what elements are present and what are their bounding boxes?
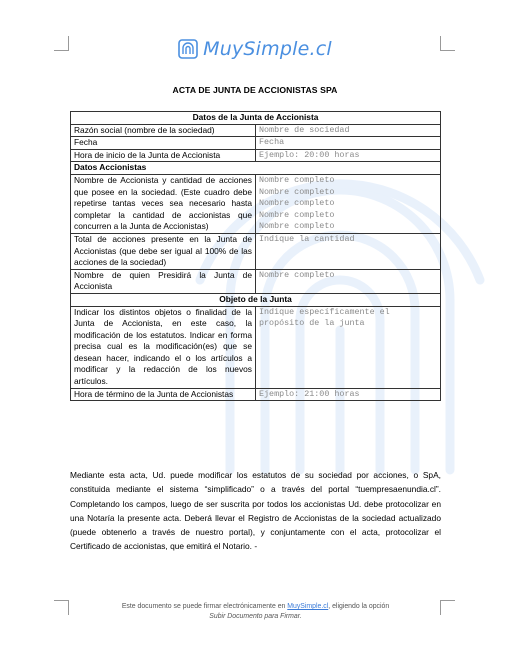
razon-social-field[interactable]: Nombre de sociedad <box>256 124 441 137</box>
table-row <box>71 388 441 401</box>
total-acciones-field[interactable]: Indique la cantidad <box>256 233 441 269</box>
table-row <box>71 162 441 175</box>
section-header-objeto: Objeto de la Junta <box>71 293 441 306</box>
label-hora-inicio: Hora de inicio de la Junta de Accionista <box>71 149 256 162</box>
accionista-name-field[interactable]: Nombre completo <box>259 174 335 185</box>
label-objeto: Indicar los distintos objetos o finalidad de la Junta de Accionista, en este caso, la modificación de los estatutos. Indicar en forma precisa cual es la modificación(es) que se desean hacer, indicando el o los artículos a modificar y la redacción de los nuevos artículos. <box>71 306 256 388</box>
label-fecha: Fecha <box>71 137 256 150</box>
muysimple-link[interactable]: MuySimple.cl <box>287 603 329 610</box>
table-row <box>71 174 441 233</box>
logo-text: MuySimple.cl <box>203 38 332 60</box>
fingerprint-logo-icon <box>178 39 198 59</box>
accionista-name-field[interactable]: Nombre completo <box>259 186 335 197</box>
footer-text: Este documento se puede firmar electrónicamente en <box>121 603 288 610</box>
hora-termino-field[interactable]: Ejemplo: 21:00 horas <box>256 388 441 401</box>
accionista-name-field[interactable]: Nombre completo <box>259 209 335 220</box>
table-row <box>71 112 441 125</box>
table-row <box>71 233 441 269</box>
label-accionistas: Nombre de Accionista y cantidad de acciones que posee en la sociedad. (Este cuadro debe repetirse tantas veces sea necesario hasta completar la cantidad de accionistas que concurren a la Junta de Accionistas) <box>71 174 256 233</box>
label-total-acciones: Total de acciones presente en la Junta de Accionistas (que debe ser igual al 100% de las acciones de la sociedad) <box>71 233 256 269</box>
hora-inicio-field[interactable]: Ejemplo: 20:00 horas <box>256 149 441 162</box>
label-hora-termino: Hora de término de la Junta de Accionistas <box>71 388 256 401</box>
presidente-field[interactable]: Nombre completo <box>256 269 441 293</box>
table-row <box>71 293 441 306</box>
section-header-datos-accionistas: Datos Accionistas <box>71 162 441 175</box>
table-row <box>71 124 441 137</box>
accionistas-field[interactable] <box>256 174 441 233</box>
footer-note <box>70 602 441 621</box>
crop-mark-bottom-right <box>440 600 455 615</box>
table-row <box>71 149 441 162</box>
section-header-datos-junta: Datos de la Junta de Accionista <box>71 112 441 125</box>
brand-logo <box>0 38 510 60</box>
accionista-name-field[interactable]: Nombre completo <box>259 198 335 209</box>
accionista-name-field[interactable]: Nombre completo <box>259 221 335 232</box>
document-title: ACTA DE JUNTA DE ACCIONISTAS SPA <box>172 85 338 95</box>
table-row <box>71 306 441 388</box>
objeto-field[interactable]: Indique específicamente el propósito de la junta <box>256 306 441 388</box>
acta-form-table <box>70 111 441 401</box>
table-row <box>71 269 441 293</box>
instructions-paragraph: Mediante esta acta, Ud. puede modificar los estatutos de su sociedad por acciones, o SpA, constituida mediante el sistema “simplificado” o a través del portal “tuempresaenundia.cl”. Completando los campos, luego de ser suscrita por todos los accionistas Ud. debe protocolizar en una Notaría la presente acta. Deberá llevar el Registro de Accionistas de la sociedad actualizado (puede obtenerlo a través de nuestro portal), y conjuntamente con el acta, protocolizar el Certificado de accionistas, que emitirá el Notario. - <box>70 470 441 552</box>
footer-text: , eligiendo la opción <box>328 603 390 610</box>
crop-mark-bottom-left <box>54 600 69 615</box>
table-row <box>71 137 441 150</box>
fecha-field[interactable]: Fecha <box>256 137 441 150</box>
label-presidente: Nombre de quien Presidirá la Junta de Accionista <box>71 269 256 293</box>
label-razon-social: Razón social (nombre de la sociedad) <box>71 124 256 137</box>
footer-option-text: Subir Documento para Firmar. <box>209 612 302 620</box>
